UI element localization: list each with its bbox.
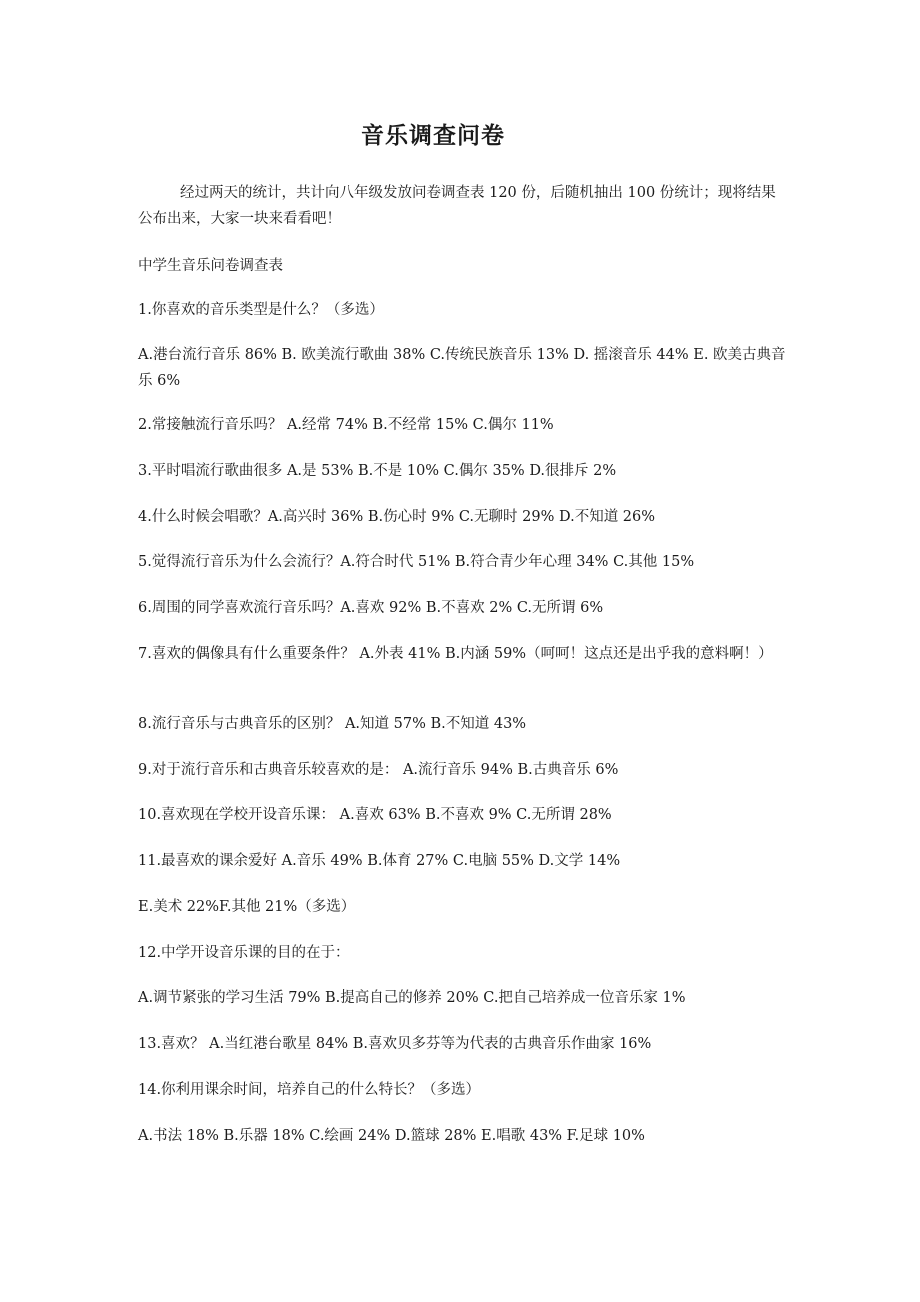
document-title: 音乐调查问卷 <box>361 122 505 149</box>
question-5: 5.觉得流行音乐为什么会流行？A.符合时代 51% B.符合青少年心理 34% C.其他 15% <box>138 554 695 570</box>
survey-subtitle: 中学生音乐问卷调查表 <box>138 258 283 274</box>
answers-12: A.调节紧张的学习生活 79% B.提高自己的修养 20% C.把自己培养成一位音乐家 1% <box>138 990 686 1006</box>
question-2: 2.常接触流行音乐吗？ A.经常 74% B.不经常 15% C.偶尔 11% <box>138 417 554 433</box>
intro-paragraph: 经过两天的统计，共计向八年级发放问卷调查表 120 份，后随机抽出 100 份统计；现将结果公布出来，大家一块来看看吧！ <box>138 185 776 227</box>
question-10: 10.喜欢现在学校开设音乐课： A.喜欢 63% B.不喜欢 9% C.无所谓 28% <box>138 807 612 823</box>
question-4: 4.什么时候会唱歌？A.高兴时 36% B.伤心时 9% C.无聊时 29% D.不知道 26% <box>138 509 656 525</box>
answers-11-continued: E.美术 22%F.其他 21%（多选） <box>138 899 356 915</box>
question-3: 3.平时唱流行歌曲很多 A.是 53% B.不是 10% C.偶尔 35% D.很排斥 2% <box>138 463 617 479</box>
question-14: 14.你利用课余时间，培养自己的什么特长？（多选） <box>138 1082 481 1098</box>
question-1: 1.你喜欢的音乐类型是什么？（多选） <box>138 302 384 318</box>
question-11: 11.最喜欢的课余爱好 A.音乐 49% B.体育 27% C.电脑 55% D.文学 14% <box>138 853 621 869</box>
answers-1: A.港台流行音乐 86% B. 欧美流行歌曲 38% C.传统民族音乐 13% D. 摇滚音乐 44% E. 欧美古典音乐 6% <box>138 347 786 389</box>
question-6: 6.周围的同学喜欢流行音乐吗？A.喜欢 92% B.不喜欢 2% C.无所谓 6% <box>138 600 604 616</box>
question-7: 7.喜欢的偶像具有什么重要条件？ A.外表 41% B.内涵 59%（呵呵！这点还是出乎我的意料啊！） <box>138 646 773 662</box>
question-13: 13.喜欢？ A.当红港台歌星 84% B.喜欢贝多芬等为代表的古典音乐作曲家 16% <box>138 1036 652 1052</box>
answers-14: A.书法 18% B.乐器 18% C.绘画 24% D.篮球 28% E.唱歌 43% F.足球 10% <box>138 1128 645 1144</box>
question-8: 8.流行音乐与古典音乐的区别？ A.知道 57% B.不知道 43% <box>138 716 527 732</box>
question-12: 12.中学开设音乐课的目的在于： <box>138 945 350 961</box>
question-9: 9.对于流行音乐和古典音乐较喜欢的是： A.流行音乐 94% B.古典音乐 6% <box>138 762 619 778</box>
